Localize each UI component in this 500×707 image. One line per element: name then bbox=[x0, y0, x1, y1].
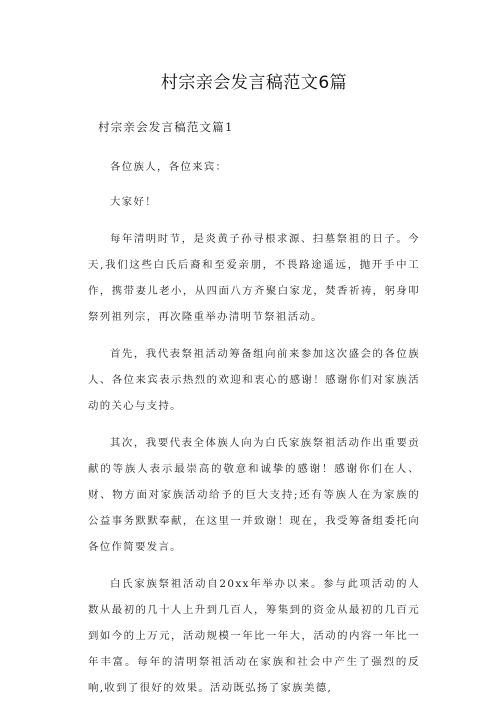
paragraph-hello: 大家好！ bbox=[110, 196, 157, 208]
paragraph-qingming: 每年清明时节，是炎黄子孙寻根求源、扫墓祭祖的日子。今天,我们这些白氏后裔和至爱亲朋，不畏路途遥远，抛开手中工作，携带妻儿老小，从四面八方齐聚白家龙，焚香祈祷，躬身叩祭列祖列宗，再次隆重举办清明节祭祖活动。 bbox=[88, 233, 420, 323]
section-heading: 村宗亲会发言稿范文篇1 bbox=[98, 120, 234, 134]
document-title: 村宗亲会发言稿范文6篇 bbox=[160, 73, 348, 93]
paragraph-thanks: 其次，我要代表全体族人向为白氏家族祭祖活动作出重要贡献的等族人表示最崇高的敬意和诚挚的感谢！感谢你们在人、财、物方面对家族活动给予的巨大支持;还有等族人在为家族的公益事务默默奉献，在这里一并致谢！现在，我受筹备组委托向各位作简要发言。 bbox=[88, 437, 420, 553]
paragraph-greeting: 各位族人，各位来宾： bbox=[110, 161, 228, 173]
paragraph-history: 白氏家族祭祖活动自20xx年举办以来。参与此项活动的人数从最初的几十人上升到几百人，筹集到的资金从最初的几百元到如今的上万元，活动规模一年比一年大，活动的内容一年比一年丰富。每年的清明祭祖活动在家族和社会中产生了强烈的反响,收到了很好的效果。活动既弘扬了家族美德, bbox=[88, 578, 420, 694]
paragraph-welcome: 首先，我代表祭祖活动筹备组向前来参加这次盛会的各位族人、各位来宾表示热烈的欢迎和衷心的感谢！感谢你们对家族活动的关心与支持。 bbox=[88, 348, 420, 412]
